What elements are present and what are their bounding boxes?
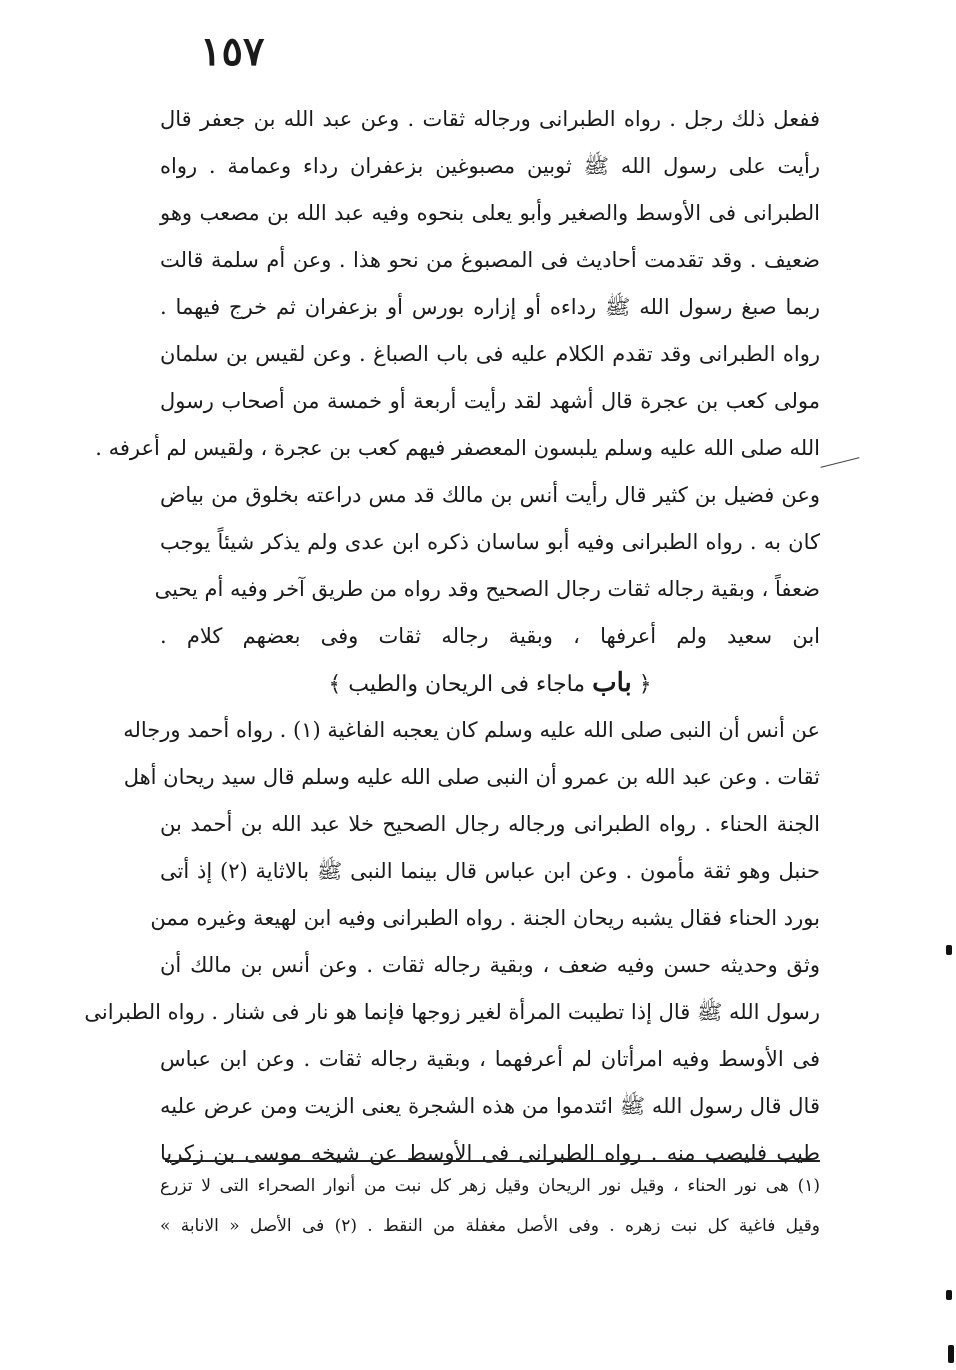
- text-line: ضعفاً ، وبقية رجاله ثقات رجال الصحيح وقد رواه من طريق آخر وفيه أم يحيى: [154, 577, 820, 601]
- text-line: الطبرانى فى الأوسط والصغير وأبو يعلى بنحوه وفيه عبد الله بن مصعب وهو: [160, 201, 820, 225]
- text-line: ثقات . وعن عبد الله بن عمرو أن النبى صلى الله عليه وسلم قال سيد ريحان أهل: [123, 765, 820, 789]
- text-line: رواه الطبرانى وقد تقدم الكلام عليه فى باب الصباغ . وعن لقيس بن سلمان: [160, 342, 820, 366]
- scan-pen-mark: [820, 457, 859, 468]
- text-line: طيب فليصب منه . رواه الطبرانى فى الأوسط عن شيخه موسى بن زكريا: [160, 1141, 820, 1165]
- text-line: الله صلى الله عليه وسلم يلبسون المعصفر فيهم كعب بن عجرة ، ولقيس لم أعرفه .: [95, 436, 820, 460]
- text-line: رسول الله ﷺ قال إذا تطيبت المرأة لغير زوجها فإنما هو نار فى شنار . رواه الطبرانى: [84, 1000, 820, 1024]
- text-line: وعن فضيل بن كثير قال رأيت أنس بن مالك قد مس دراعته بخلوق من بياض: [160, 483, 820, 507]
- text-line: رأيت على رسول الله ﷺ ثوبين مصبوغين بزعفران رداء وعمامة . رواه: [160, 154, 820, 178]
- text-line: مولى كعب بن عجرة قال أشهد لقد رأيت أربعة أو خمسة من أصحاب رسول: [160, 389, 820, 413]
- text-line: ففعل ذلك رجل . رواه الطبرانى ورجاله ثقات . وعن عبد الله بن جعفر قال: [160, 107, 820, 131]
- footnote-line: وقيل فاغية كل نبت زهره . وفى الأصل مغفلة من النقط . (٢) فى الأصل « الانابة »: [160, 1216, 820, 1236]
- heading-title: ماجاء فى الريحان والطيب: [348, 672, 586, 697]
- scan-margin-mark: [946, 1290, 952, 1300]
- footnote-divider: [165, 1160, 820, 1162]
- text-line: كان به . رواه الطبرانى وفيه أبو ساسان ذكره ابن عدى ولم يذكر شيئاً يوجب: [160, 530, 820, 554]
- page-number: ١٥٧: [200, 28, 265, 75]
- text-line: عن أنس أن النبى صلى الله عليه وسلم كان يعجبه الفاغية (١) . رواه أحمد ورجاله: [123, 718, 820, 742]
- text-line: حنبل وهو ثقة مأمون . وعن ابن عباس قال بينما النبى ﷺ بالاثاية (٢) إذ أتى: [160, 859, 821, 883]
- text-line: فى الأوسط وفيه امرأتان لم أعرفهما ، وبقية رجاله ثقات . وعن ابن عباس: [160, 1047, 820, 1071]
- text-line: بورد الحناء فقال يشبه ريحان الجنة . رواه الطبرانى وفيه ابن لهيعة وغيره ممن: [150, 906, 820, 930]
- text-line: ضعيف . وقد تقدمت أحاديث فى المصبوغ من نحو هذا . وعن أم سلمة قالت: [160, 248, 820, 272]
- text-line: قال قال رسول الله ﷺ ائتدموا من هذه الشجرة يعنى الزيت ومن عرض عليه: [160, 1094, 820, 1118]
- heading-bab-word: باب: [592, 668, 632, 698]
- main-text: [84, 96, 821, 1177]
- footnote-line: (١) هى نور الحناء ، وقيل نور الريحان وقيل زهر كل نبت من أنوار الصحراء التى لا تزرع: [160, 1176, 820, 1196]
- chapter-heading: [160, 660, 820, 707]
- scan-margin-mark: [948, 1345, 954, 1363]
- footnotes: [160, 1166, 820, 1246]
- heading-bracket-close: ﴾: [328, 672, 342, 697]
- text-line: ابن سعيد ولم أعرفها ، وبقية رجاله ثقات وفى بعضهم كلام .: [160, 624, 820, 648]
- text-line: ربما صبغ رسول الله ﷺ رداءه أو إزاره بورس أو بزعفران ثم خرج فيهما .: [160, 295, 820, 319]
- text-line: وثق وحديثه حسن وفيه ضعف ، وبقية رجاله ثقات . وعن أنس بن مالك أن: [160, 953, 820, 977]
- text-line: الجنة الحناء . رواه الطبرانى ورجاله رجال الصحيح خلا عبد الله بن أحمد بن: [160, 812, 820, 836]
- scan-margin-mark: [946, 945, 952, 955]
- heading-bracket-open: ﴿: [638, 672, 652, 697]
